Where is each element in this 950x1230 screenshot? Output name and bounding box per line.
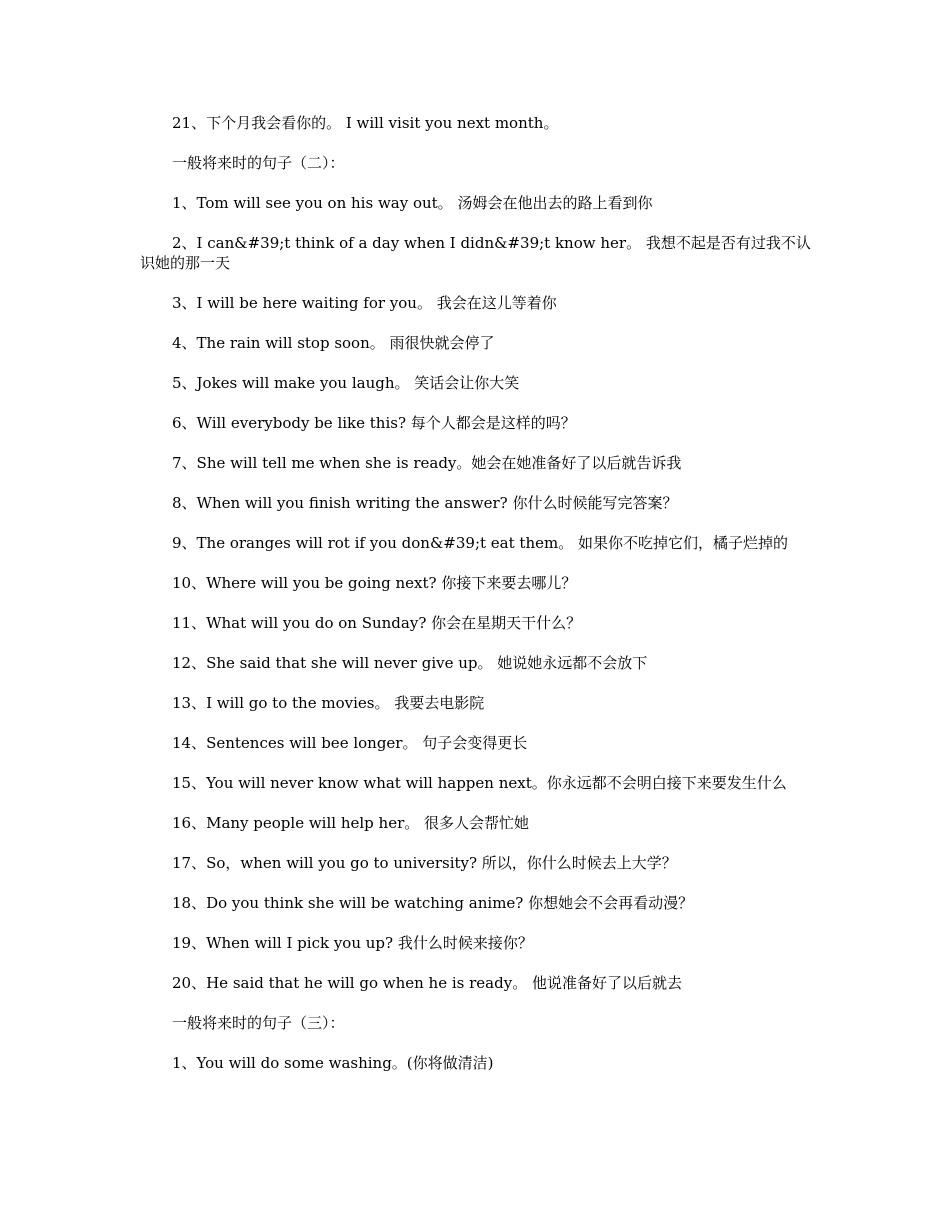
sentence-2-1: 1、Tom will see you on his way out。 汤姆会在他出去的路上看到你 xyxy=(172,194,653,212)
sentence-2-11: 11、What will you do on Sunday? 你会在星期天干什么？ xyxy=(172,614,582,632)
sentence-2-8: 8、When will you finish writing the answer? 你什么时候能写完答案？ xyxy=(172,494,678,512)
section-heading-2: 一般将来时的句子（二）： xyxy=(172,154,345,172)
sentence-2-12: 12、She said that she will never give up。 她说她永远都不会放下 xyxy=(172,654,648,672)
sentence-2-13: 13、I will go to the movies。 我要去电影院 xyxy=(172,694,485,712)
sentence-2-18: 18、Do you think she will be watching anime? 你想她会不会再看动漫？ xyxy=(172,894,694,912)
sentence-2-5: 5、Jokes will make you laugh。 笑话会让你大笑 xyxy=(172,374,520,392)
sentence-2-4: 4、The rain will stop soon。 雨很快就会停了 xyxy=(172,334,495,352)
sentence-2-17: 17、So，when will you go to university? 所以，你什么时候去上大学？ xyxy=(172,854,677,872)
sentence-2-9: 9、The oranges will rot if you don&#39;t eat them。 如果你不吃掉它们，橘子烂掉的 xyxy=(172,534,788,552)
sentence-2-3: 3、I will be here waiting for you。 我会在这儿等着你 xyxy=(172,294,557,312)
sentence-2-7: 7、She will tell me when she is ready。她会在她准备好了以后就告诉我 xyxy=(172,454,682,472)
sentence-2-20: 20、He said that he will go when he is ready。 他说准备好了以后就去 xyxy=(172,974,682,992)
sentence-2-2: 2、I can&#39;t think of a day when I didn&#39;t know her。 我想不起是否有过我不认识她的那一天 xyxy=(140,234,811,272)
sentence-21: 21、下个月我会看你的。 I will visit you next month。 xyxy=(172,114,559,132)
sentence-3-1: 1、You will do some washing。(你将做清洁) xyxy=(172,1054,494,1072)
sentence-2-16: 16、Many people will help her。 很多人会帮忙她 xyxy=(172,814,530,832)
sentence-2-14: 14、Sentences will bee longer。 句子会变得更长 xyxy=(172,734,528,752)
sentence-2-15: 15、You will never know what will happen next。你永远都不会明白接下来要发生什么 xyxy=(172,774,787,792)
section-heading-3: 一般将来时的句子（三）： xyxy=(172,1014,345,1032)
document-body xyxy=(140,113,815,1093)
sentence-2-19: 19、When will I pick you up? 我什么时候来接你？ xyxy=(172,934,533,952)
sentence-2-6: 6、Will everybody be like this? 每个人都会是这样的吗？ xyxy=(172,414,576,432)
sentence-2-10: 10、Where will you be going next? 你接下来要去哪儿？ xyxy=(172,574,577,592)
